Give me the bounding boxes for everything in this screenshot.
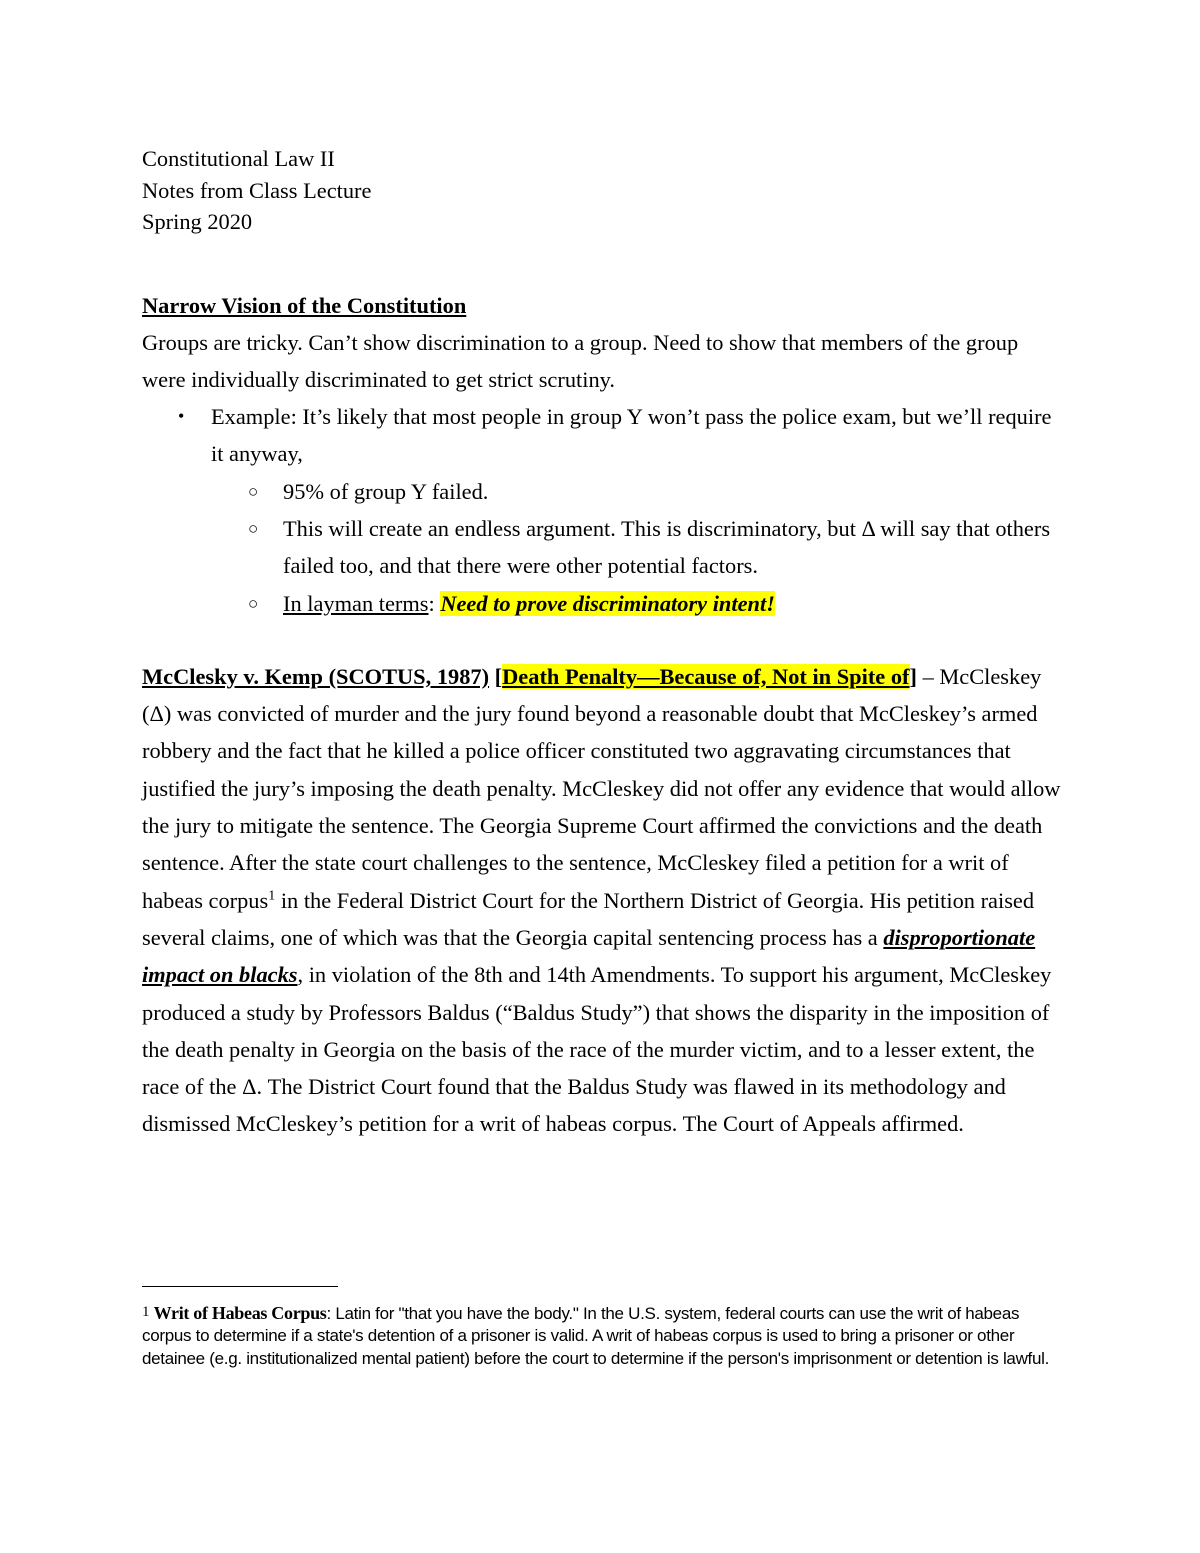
sub-bullet-item — [142, 473, 1062, 510]
highlighted-emphasis: Need to prove discriminatory intent! — [440, 590, 775, 616]
sub-bullet-item — [142, 585, 1062, 622]
case-brief-mcclesky — [142, 658, 1062, 1143]
footnote-term: Writ of Habeas Corpus — [153, 1303, 327, 1323]
document-header — [142, 143, 1062, 238]
case-body-part3: , in violation of the 8th and 14th Amendments. To support his argument, McCleskey produced a study by Professors Baldus (“Baldus Study”) that shows the disparity in the imposition of the death penalty in Georgia on the basis of the race of the murder victim, and to a lesser extent, the race of the Δ. The District Court found that the Baldus Study was flawed in its methodology and dismissed McCleskey’s petition for a writ of habeas corpus. The Court of Appeals affirmed. — [142, 962, 1052, 1137]
bullet-item-example — [142, 398, 1062, 473]
case-body-part2: in the Federal District Court for the Northern District of Georgia. His petition raised several claims, one of which was that the Georgia capital sentencing process has a — [142, 887, 1035, 950]
case-tag-open: [ — [494, 663, 503, 689]
section-narrow-vision — [142, 288, 1062, 622]
case-dash: – — [916, 663, 940, 689]
term-label: Spring 2020 — [142, 209, 253, 234]
case-title: McClesky v. Kemp (SCOTUS, 1987) — [142, 663, 490, 689]
layman-colon: : — [428, 590, 441, 616]
footnote-reference[interactable]: 1 — [268, 888, 276, 904]
section-heading: Narrow Vision of the Constitution — [142, 292, 467, 318]
case-body-part1: McCleskey (Δ) was convicted of murder and the jury found beyond a reasonable doubt that McCleskey’s armed robbery and the fact that he killed a police officer constituted two aggravating circumstances that justified the jury’s imposing the death penalty. McCleskey did not offer any evidence that would allow the jury to mitigate the sentence. The Georgia Supreme Court affirmed the convictions and the death sentence. After the state court challenges to the sentence, McCleskey filed a petition for a writ of habeas corpus — [142, 663, 1061, 913]
bullet-dot-icon: • — [178, 406, 185, 427]
sub-bullet-text: 95% of group Y failed. — [283, 478, 489, 504]
case-tag-close: ] — [909, 663, 917, 689]
section-intro-paragraph: Groups are tricky. Can’t show discrimination to a group. Need to show that members of the group were individually discriminated to get strict scrutiny. — [142, 329, 1019, 392]
document-body — [142, 143, 1062, 1143]
notes-subtitle: Notes from Class Lecture — [142, 177, 372, 203]
layman-label: In layman terms — [283, 590, 429, 616]
hollow-circle-icon: ○ — [248, 518, 259, 538]
footnote — [142, 1301, 1062, 1370]
footnote-separator — [142, 1286, 338, 1287]
bullet-text: Example: It’s likely that most people in group Y won’t pass the police exam, but we’ll require it anyway, — [211, 404, 1052, 467]
case-emphasis: disproportionate impact on blacks — [142, 924, 1036, 988]
sub-bullet-text: This will create an endless argument. This is discriminatory, but Δ will say that others failed too, and that there were other potential factors. — [283, 515, 1051, 579]
hollow-circle-icon: ○ — [248, 593, 259, 613]
footnote-number: 1 — [142, 1304, 150, 1320]
hollow-circle-icon: ○ — [248, 481, 259, 501]
course-title: Constitutional Law II — [142, 146, 335, 171]
bullet-list — [142, 398, 1062, 622]
sub-bullet-item — [142, 510, 1062, 585]
case-tag-highlight: Death Penalty—Because of, Not in Spite of — [502, 663, 910, 689]
footnote-text: : Latin for "that you have the body." In the U.S. system, federal courts can use the writ of habeas corpus to determine if a state's detention of a prisoner is valid. A writ of habeas corpus is used to bring a prisoner or other detainee (e.g. institutionalized mental patient) before the court to determine if the person's imprisonment or detention is lawful. — [142, 1304, 1050, 1368]
